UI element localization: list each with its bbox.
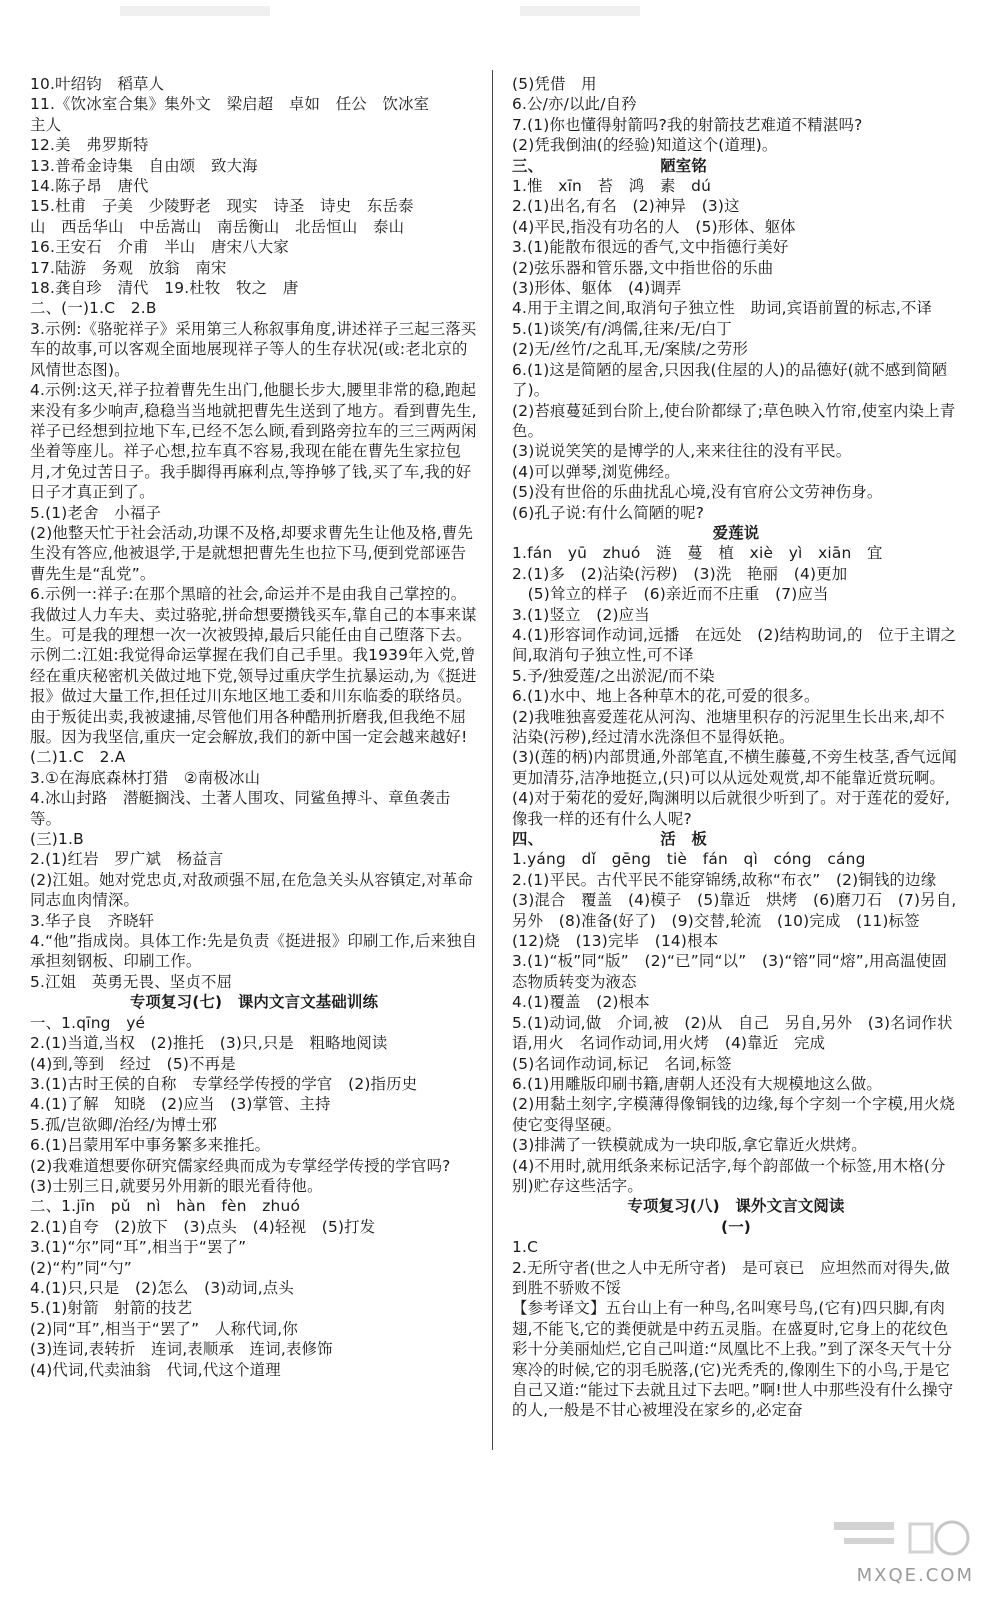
right-column — [512, 74, 960, 1421]
answer-line: 13.普希金诗集 自由颂 致大海 — [30, 156, 258, 175]
answer-line: 4.(1)覆盖 (2)根本 — [512, 993, 650, 1012]
answer-line: (4)不用时,就用纸条来标记活字,每个韵部做一个标签,用木格(分别)贮存这些活字。 — [512, 1156, 946, 1195]
answer-line: 5.(1)谈笑/有/鸿儒,往来/无/白丁 — [512, 319, 733, 338]
answer-line: (4)代词,代卖油翁 代词,代这个道理 — [30, 1360, 281, 1379]
answer-line: (3)形体、躯体 (4)调弄 — [512, 279, 682, 298]
answer-line: 6.(1)吕蒙用军中事务繁多来推托。 — [30, 1136, 271, 1155]
section-heading: 四、 活 板 — [512, 830, 707, 849]
answer-line: (3)士别三日,就要另外用新的眼光看待他。 — [30, 1176, 323, 1195]
answer-line: 5.孤/岂欲卿/治经/为博士邪 — [30, 1115, 218, 1134]
answer-line: (3)(莲的柄)内部贯通,外部笔直,不横生藤蔓,不旁生枝茎,香气远闻更加清芬,洁净地挺立,(只)可以从远处观赏,却不能靠近赏玩啊。 — [512, 748, 957, 787]
answer-line: 16.王安石 介甫 半山 唐宋八大家 — [30, 238, 289, 257]
answer-line: 3.①在海底森林打猎 ②南极冰山 — [30, 768, 261, 787]
answer-line: 14.陈子昂 唐代 — [30, 177, 149, 196]
answer-line: (2)苔痕蔓延到台阶上,使台阶都绿了;草色映入竹帘,使室内染上青色。 — [512, 401, 956, 440]
answer-line: 3.示例:《骆驼祥子》采用第三人称叙事角度,讲述祥子三起三落买车的故事,可以客观全面地展现祥子等人的生存状况(或:老北京的风情世态图)。 — [30, 319, 477, 379]
answer-line: (5)名词作动词,标记 名词,标签 — [512, 1054, 732, 1073]
answer-line: (4)到,等到 经过 (5)不再是 — [30, 1054, 236, 1073]
scan-noise — [520, 6, 640, 16]
answer-line: 4.(1)形容词作动词,远播 在远处 (2)结构助词,的 位于主谓之间,取消句子独立性,可不译 — [512, 625, 957, 665]
answer-line: (2)凭我倒油(的经验)知道这个(道理)。 — [512, 136, 778, 155]
answer-line: 3.(1)“尔”同“耳”,相当于“罢了” — [30, 1238, 247, 1257]
answer-line: 12.美 弗罗斯特 — [30, 136, 149, 155]
watermark-text: MXQE.COM — [856, 1565, 974, 1586]
answer-line: (2)用黏土刻字,字模薄得像铜钱的边缘,每个字刻一个字模,用火烧使它变得坚硬。 — [512, 1095, 956, 1134]
answer-line: (2)“杓”同“勺” — [30, 1258, 132, 1277]
answer-line: (2)我唯独喜爱莲花从河沟、池塘里积存的污泥里生长出来,却不沾染(污秽),经过清水洗涤但不显得妖艳。 — [512, 707, 945, 746]
answer-line: 4.“他”指成岗。具体工作:先是负责《挺进报》印刷工作,后来独自承担刻钢板、印刷工作。 — [30, 932, 478, 971]
answer-line: 4.冰山封路 潜艇搁浅、土著人围攻、同鲨鱼搏斗、章鱼袭击等。 — [30, 789, 451, 828]
answer-line: 2.(1)出名,有名 (2)神异 (3)这 — [512, 197, 740, 216]
answer-line: 3.(1)能散布很远的香气,文中指德行美好 — [512, 238, 789, 257]
section-heading: 爱莲说 — [712, 523, 760, 542]
answer-line: (2)他整天忙于社会活动,功课不及格,却要求曹先生让他及格,曹先生没有答应,他被退学,于是就想把曹先生也拉下马,便到党部诬告曹先生是“乱党”。 — [30, 523, 474, 583]
answer-line: 17.陆游 务观 放翁 南宋 — [30, 258, 227, 277]
answer-line: 4.(1)只,只是 (2)怎么 (3)动词,点头 — [30, 1278, 294, 1297]
answer-line: 3.华子良 齐晓轩 — [30, 911, 155, 930]
answer-line: 2.(1)自夸 (2)放下 (3)点头 (4)轻视 (5)打发 — [30, 1217, 376, 1236]
answer-line: 5.(1)射箭 射箭的技艺 — [30, 1299, 193, 1318]
answer-line: 2.无所守者(世之人中无所守者) 是可哀已 应坦然而对得失,做到胜不骄败不馁 — [512, 1258, 950, 1297]
answer-line: (2)我难道想要你研究儒家经典而成为专掌经学传授的学官吗? — [30, 1156, 451, 1175]
answer-line: 示例二:江姐:我觉得命运掌握在我们自己手里。我1939年入党,曾经在重庆秘密机关做过地下党,领导过重庆学生抗暴运动,为《挺进报》做过大量工作,担任过川东地区地工委和川东临委的联络员。由于叛徒出卖,我被逮捕,尽管他们用各种酷刑折磨我,但我绝不屈服。因为我坚信,重庆一定会解放,我们的新中国一定会越来越好! — [30, 646, 477, 746]
answer-line: 1.C — [512, 1238, 539, 1257]
answer-line: 4.(1)了解 知晓 (2)应当 (3)掌管、主持 — [30, 1095, 331, 1114]
answer-line: 5.(1)老舍 小福子 — [30, 503, 162, 522]
answer-line: 4.示例:这天,祥子拉着曹先生出门,他腿长步大,腰里非常的稳,跑起来没有多少响声,稳稳当当地就把曹先生送到了地方。看到曹先生,祥子已经想到拉地下车,已经不怎么顾,看到路旁拉车的三三两两闲坐着等座儿。祥子心想,拉车真不容易,我现在能在曹先生家拉包月,才免过苦日子。我手脚得再麻利点,等挣够了钱,买了车,我的好日子才真正到了。 — [30, 381, 477, 502]
answer-line: 1.yáng dǐ gēng tiè fán qì cóng cáng — [512, 850, 866, 869]
section-title: 专项复习(八) 课外文言文阅读 — [627, 1197, 845, 1216]
answer-line: 6.公/亦/以此/自矜 — [512, 95, 637, 114]
answer-line: (6)孔子说:有什么简陋的呢? — [512, 503, 705, 522]
answer-line: 一、1.qīng yé — [30, 1013, 146, 1032]
section-heading: 三、 陋室铭 — [512, 156, 707, 175]
answer-line: 6.示例一:祥子:在那个黑暗的社会,命运并不是由我自己掌控的。我做过人力车夫、卖过骆驼,拼命想要攒钱买车,靠自己的本事来谋生。可是我的理想一次一次被毁掉,最后只能任由自己堕落下去。 — [30, 585, 477, 644]
answer-line: 【参考译文】五台山上有一种鸟,名叫寒号鸟,(它有)四只脚,有肉翅,不能飞,它的粪便就是中药五灵脂。在盛夏时,它身上的花纹色彩十分美丽灿烂,它自己叫道:“凤凰比不上我。”到了深冬天气十分寒冷的时候,它的羽毛脱落,(它)光秃秃的,像刚生下的小鸟,于是它自己又道:“能过下去就且过下去吧。”啊!世人中那些没有什么操守的人,一般是不甘心被埋没在家乡的,必定奋 — [512, 1299, 954, 1420]
answer-line: 4.用于主谓之间,取消句子独立性 助词,宾语前置的标志,不译 — [512, 299, 933, 318]
answer-line: (2)弦乐器和管乐器,文中指世俗的乐曲 — [512, 258, 774, 277]
answer-line: (5)耸立的样子 (6)亲近而不庄重 (7)应当 — [512, 585, 829, 604]
answer-line: 3.(1)“板”同“版” (2)“已”同“以” (3)“镕”同“熔”,用高温使固态物质转变为液态 — [512, 952, 947, 991]
answer-line: (2)江姐。她对党忠贞,对敌顽强不屈,在危急关头从容镇定,对革命同志血肉情深。 — [30, 870, 474, 910]
left-column — [30, 74, 478, 1380]
answer-line: (5)凭借 用 — [512, 75, 597, 93]
answer-line: (3)排满了一铁模就成为一块印版,拿它靠近火烘烤。 — [512, 1136, 867, 1155]
column-divider — [492, 70, 493, 1450]
answer-line: (三)1.B — [30, 830, 84, 849]
answer-line: 5.江姐 英勇无畏、坚贞不屈 — [30, 972, 233, 991]
answer-line: 二、1.jīn pǔ nì hàn fèn zhuó — [30, 1197, 301, 1216]
answer-line: 3.(1)竖立 (2)应当 — [512, 605, 650, 624]
answer-line: 6.(1)水中、地上各种草木的花,可爱的很多。 — [512, 687, 820, 706]
scan-noise — [120, 6, 270, 16]
answer-line: 15.杜甫 子美 少陵野老 现实 诗圣 诗史 东岳泰 — [30, 197, 414, 216]
answer-line: (5)没有世俗的乐曲扰乱心境,没有官府公文劳神伤身。 — [512, 483, 883, 502]
answer-line: 1.fán yū zhuó 涟 蔓 植 xiè yì xiān 宜 — [512, 544, 883, 563]
answer-line: 山 西岳华山 中岳嵩山 南岳衡山 北岳恒山 泰山 — [30, 217, 405, 236]
answer-line: 6.(1)这是简陋的屋舍,只因我(住屋的人)的品德好(就不感到简陋了)。 — [512, 360, 948, 400]
answer-line: 5.予/独爱莲/之出淤泥/而不染 — [512, 666, 715, 685]
answer-line: 1.惟 xīn 苔 鸿 素 dú — [512, 177, 712, 196]
answer-line: 6.(1)用雕版印刷书籍,唐朝人还没有大规模地这么做。 — [512, 1074, 882, 1093]
answer-line: (4)对于菊花的爱好,陶渊明以后就很少听到了。对于莲花的爱好,像我一样的还有什么人呢? — [512, 789, 950, 828]
answer-line: 二、(一)1.C 2.B — [30, 299, 157, 318]
answer-line: 5.(1)动词,做 介词,被 (2)从 自己 另自,另外 (3)名词作状语,用火 名词作动词,用火烤 (4)靠近 完成 — [512, 1013, 953, 1053]
answer-line: 7.(1)你也懂得射箭吗?我的射箭技艺难道不精湛吗? — [512, 115, 863, 134]
answer-line: 2.(1)平民。古代平民不能穿锦绣,故称“布衣” (2)铜钱的边缘 (3)混合 覆盖 (4)模子 (5)靠近 烘烤 (6)磨刀石 (7)另自,另外 (8)准备(好了) (9)交替,轮流 (10)完成 (11)标签 (12)烧 (13)完毕 (14)根本 — [512, 870, 957, 951]
answer-line: (2)同“耳”,相当于“罢了” 人称代词,你 — [30, 1319, 298, 1338]
answer-line: (2)无/丝竹/之乱耳,无/案牍/之劳形 — [512, 340, 749, 359]
answer-line: 18.龚自珍 清代 19.杜牧 牧之 唐 — [30, 279, 299, 298]
answer-line: 2.(1)多 (2)沾染(污秽) (3)洗 艳丽 (4)更加 — [512, 564, 848, 583]
answer-line: (4)可以弹琴,浏览佛经。 — [512, 462, 680, 481]
section-title: (一) — [720, 1217, 752, 1236]
answer-line: (3)说说笑笑的是博学的人,来来往往的没有平民。 — [512, 442, 852, 461]
answer-line: 主人 — [30, 115, 62, 134]
answer-line: 2.(1)当道,当权 (2)推托 (3)只,只是 粗略地阅读 — [30, 1034, 388, 1053]
answer-line: (二)1.C 2.A — [30, 748, 126, 767]
answer-line: 2.(1)红岩 罗广斌 杨益言 — [30, 850, 224, 869]
section-title: 专项复习(七) 课内文言文基础训练 — [129, 993, 379, 1012]
answer-line: 11.《饮冰室合集》集外文 梁启超 卓如 任公 饮冰室 — [30, 95, 430, 114]
answer-line: 10.叶绍钧 稻草人 — [30, 75, 165, 93]
answer-line: (4)平民,指没有功名的人 (5)形体、躯体 — [512, 217, 796, 236]
answer-line: (3)连词,表转折 连词,表顺承 连词,表修饰 — [30, 1340, 333, 1359]
answer-line: 3.(1)古时王侯的自称 专掌经学传授的学官 (2)指历史 — [30, 1074, 418, 1093]
